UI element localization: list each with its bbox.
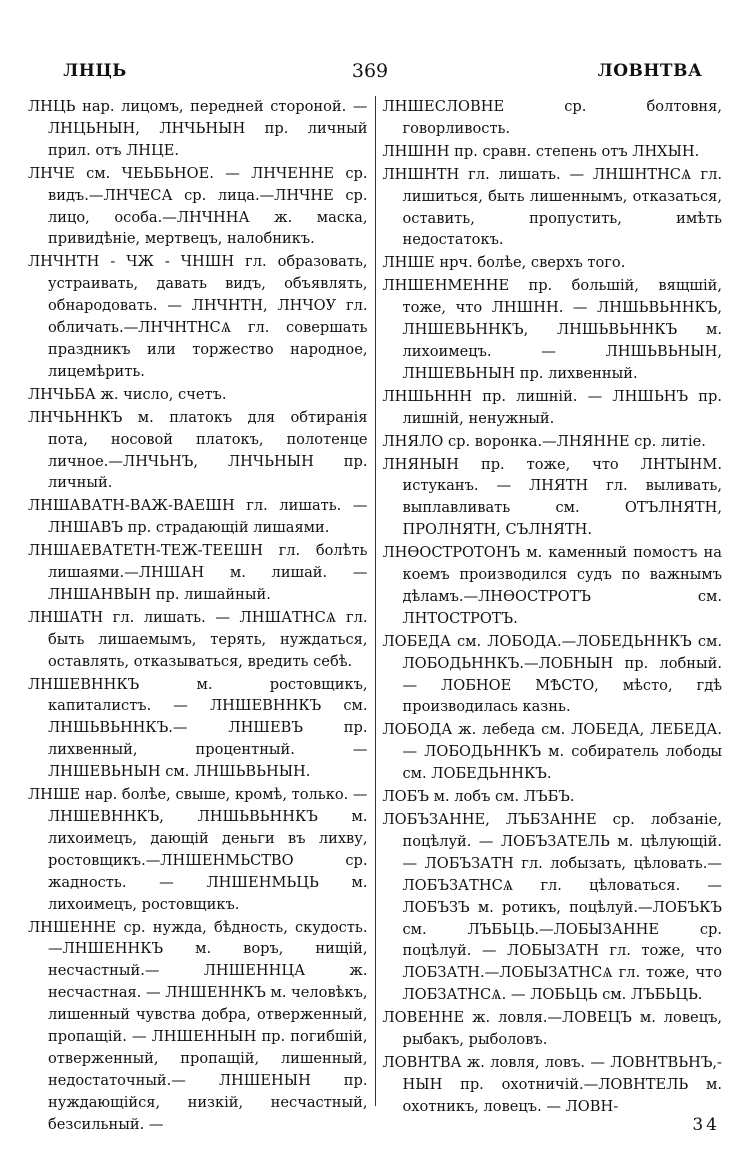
dictionary-entry: ЛНѲОСТРОТОНЪ м. каменный помостъ на коемъ производился судъ по важнымъ дѣламъ.—ЛНѲОСТРОТЪ см. ЛНТОСТРОТЪ. <box>382 544 722 627</box>
dictionary-entry: ЛОБОДА ж. лебеда см. ЛОБЕДА, ЛЕБЕДА.— ЛОБОДЬННКЪ м. собиратель лободы см. ЛОБЕДЬННКЪ. <box>382 721 722 783</box>
header-right-word: ЛОВНТВА <box>597 61 703 81</box>
dictionary-entry: ЛНШЕВННКЪ м. ростовщикъ, капиталистъ. — ЛНШЕВННКЪ см. ЛНШЬВЬННКЪ.— ЛНШЕВЪ пр. лихвенный, процентный. — ЛНШЕВЬНЫН см. ЛНШЬВЬНЫН. <box>28 675 368 781</box>
dictionary-entry: ЛНШЕННЕ ср. нужда, бѣдность, скудость.—ЛНШЕННКЪ м. воръ, нищій, несчастный.— ЛНШЕННЦА ж. несчастная. — ЛНШЕННКЪ м. человѣкъ, лишенный чувства добра, отверженный, пропащій. — ЛНШЕННЫН пр. погибшій, отверженный, пропащій, лишенный, недостаточный.— ЛНШЕНЫН пр. нуждающійся, низкій, несчастный, безсильный. — <box>28 918 368 1133</box>
dictionary-entry: ЛОБЪЗАННЕ, ЛЪБЗАННЕ ср. лобзаніе, поцѣлуй. — ЛОБЪЗАТЕЛЬ м. цѣлующій. — ЛОБЪЗАТН гл. лобызать, цѣловать.—ЛОБЪЗАТНСѦ гл. цѣловаться. — ЛОБЪЗЪ м. ротикъ, поцѣлуй.—ЛОБЪКЪ см. ЛЪБЬЦЬ.—ЛОБЫЗАННЕ ср. поцѣлуй. — ЛОБЫЗАТН гл. тоже, что ЛОБЗАТН.—ЛОБЫЗАТНСѦ гл. тоже, что ЛОБЗАТНСѦ. — ЛОБЬЦЬ см. ЛЪБЬЦЬ. <box>382 811 722 1004</box>
dictionary-entry: ЛНШЕСЛОВНЕ ср. болтовня, говорливость. <box>382 98 722 137</box>
dictionary-entry: ЛОВЕННЕ ж. ловля.—ЛОВЕЦЪ м. ловецъ, рыбакъ, рыболовъ. <box>382 1009 722 1049</box>
dictionary-entry: ЛНШЕ нрч. болѣе, сверхъ того. <box>382 254 626 272</box>
signature-mark: 34 <box>692 1115 720 1135</box>
dictionary-entry: ЛОБЕДА см. ЛОБОДА.—ЛОБЕДЬННКЪ см. ЛОБОДЬННКЪ.—ЛОБНЫН пр. лобный. — ЛОБНОЕ МѢСТО, мѣсто, гдѣ производилась казнь. <box>382 632 722 716</box>
dictionary-entry: ЛНЯЛО ср. воронка.—ЛНЯННЕ ср. литіе. <box>382 432 706 450</box>
dictionary-entry: ЛНЧЬННКЪ м. платокъ для обтиранія пота, носовой платокъ, полотенце личное.—ЛНЧЬНЪ, ЛНЧЬНЫН пр. личный. <box>28 408 368 492</box>
running-header <box>30 56 720 86</box>
dictionary-entry: ЛНШНТН гл. лишать. — ЛНШНТНСѦ гл. лишиться, быть лишеннымъ, отказаться, оставить, пропустить, имѣть недостатокъ. <box>382 165 722 249</box>
dictionary-entry: ЛНШАТН гл. лишать. — ЛНШАТНСѦ гл. быть лишаемымъ, терять, нуждаться, оставлять, отказываться, вредить себѣ. <box>28 608 368 670</box>
dictionary-entry: ЛНЯНЫН пр. тоже, что ЛНТЫНМ. истуканъ. — ЛНЯТН гл. выливать, выплавливать см. ОТЪЛНЯТН, ПРОЛНЯТН, СЪЛНЯТН. <box>382 455 722 539</box>
left-column <box>28 96 376 1133</box>
dictionary-entry: ЛНЧНТН - ЧЖ - ЧНШН гл. образовать, устраивать, давать видъ, объявлять, обнародовать. — ЛНЧНТН, ЛНЧОУ гл. обличать.—ЛНЧНТНСѦ гл. совершать праздникъ или торжество народное, лицемѣрить. <box>28 253 368 380</box>
dictionary-entry: ЛНШЕНМЕННЕ пр. большій, вящшій, тоже, что ЛНШНН. — ЛНШЬВЬННКЪ, ЛНШЕВЬННКЪ, ЛНШЬВЬННКЪ м. лихоимецъ. — ЛНШЬВЬНЫН, ЛНШЕВЬНЫН пр. лихвенный. <box>382 277 722 382</box>
header-left-word: ЛНЦЬ <box>63 61 127 81</box>
dictionary-entry: ЛНШАЕВАТЕТН-ТЕЖ-ТЕЕШН гл. болѣть лишаями.—ЛНШАН м. лишай. — ЛНШАНВЫН пр. лишайный. <box>28 542 368 603</box>
dictionary-entry: ЛНШАВАТН-ВАЖ-ВАЕШН гл. лишать. — ЛНШАВЪ пр. страдающій лишаями. <box>28 497 368 537</box>
dictionary-entry: ЛОВНТВА ж. ловля, ловъ. — ЛОВНТВЬНЪ,-НЫН пр. охотничій.—ЛОВНТЕЛЬ м. охотникъ, ловецъ. — ЛОВН- <box>382 1053 722 1115</box>
dictionary-entry: ЛНШНН пр. сравн. степень отъ ЛНХЫН. <box>382 142 700 160</box>
dictionary-entry: ЛНЧЬБА ж. число, счетъ. <box>28 385 227 403</box>
right-column <box>376 96 723 1115</box>
page-number: 369 <box>351 60 389 82</box>
dictionary-entry: ЛНЦЬ нар. лицомъ, передней стороной. — ЛНЦЬНЫН, ЛНЧЬНЫН пр. личный прил. отъ ЛНЦЕ. <box>28 98 368 159</box>
dictionary-entry: ЛНШЬННН пр. лишній. — ЛНШЬНЪ пр. лишній, ненужный. <box>382 387 722 427</box>
dictionary-entry: ЛНЧЕ см. ЧЕЬБЬНОЕ. — ЛНЧЕННЕ ср. видъ.—ЛНЧЕСА ср. лица.—ЛНЧНЕ ср. лицо, особа.—ЛНЧННА ж. маска, привидѣніе, мертвецъ, налобникъ. <box>28 164 368 248</box>
dictionary-entry: ЛОБЪ м. лобъ см. ЛЪБЪ. <box>382 788 575 806</box>
dictionary-entry: ЛНШЕ нар. болѣе, свыше, кромѣ, только. — ЛНШЕВННКЪ, ЛНШЬВЬННКЪ м. лихоимецъ, дающій деньги въ лихву, ростовщикъ.—ЛНШЕНМЬСТВО ср. жадность. — ЛНШЕНМЬЦЬ м. лихоимецъ, ростовщикъ. <box>28 786 368 913</box>
